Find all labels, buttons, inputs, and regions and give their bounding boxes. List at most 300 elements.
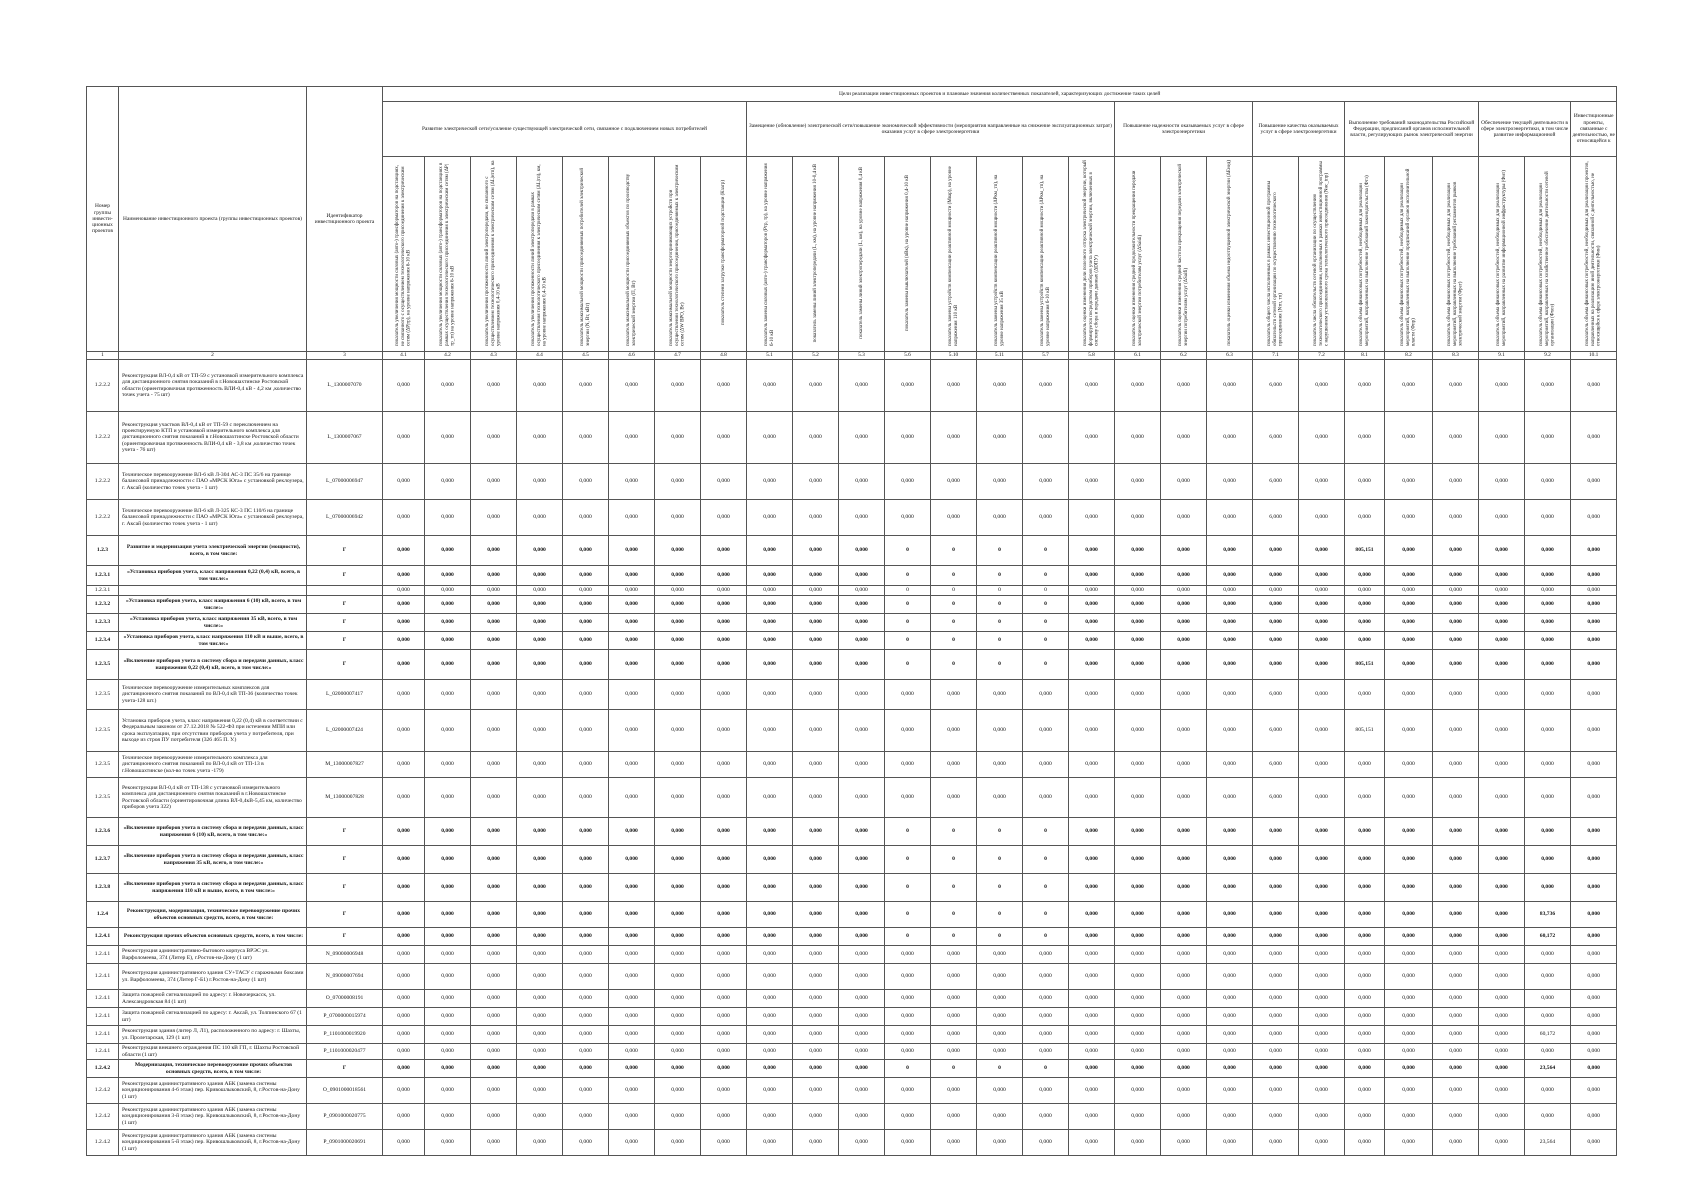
- row-value-cell: 0,000: [425, 650, 471, 680]
- row-value-cell: 0,000: [655, 1026, 701, 1044]
- row-project-name: Реконструкция внешнего ограждения ПС 110 кВ ГП, г. Шахты Ростовской области (1 шт): [119, 1044, 307, 1060]
- table-row: [87, 1078, 1617, 1104]
- row-value-cell: 0,000: [1299, 500, 1345, 536]
- row-value-cell: 6,000: [1253, 412, 1299, 464]
- row-value-cell: 0,000: [517, 752, 563, 778]
- row-value-cell: 0,000: [1115, 464, 1161, 500]
- row-value-cell: 0,000: [931, 1044, 977, 1060]
- row-project-name: Техническое перевооружение ВЛ-6 кВ Л-325 КС-3 ПС 110/6 на границе балансовой принадлежности с ПАО «МРСК Юга» с установкой реклоузера, г. Аксай (количество точек учета - 1 шт): [119, 500, 307, 536]
- row-value-cell: 0,000: [1299, 964, 1345, 990]
- row-value-cell: 0,000: [1385, 566, 1433, 586]
- row-value-cell: 0,000: [1385, 928, 1433, 946]
- table-row: [87, 710, 1617, 752]
- row-value-cell: 0,000: [609, 902, 655, 928]
- row-value-cell: 0,000: [1345, 990, 1385, 1008]
- row-value-cell: 0,000: [1161, 650, 1207, 680]
- row-value-cell: 0,000: [701, 500, 747, 536]
- row-project-id: P_1101000019920: [307, 1026, 383, 1044]
- row-value-cell: 0,000: [1479, 500, 1525, 536]
- row-value-cell: 0,000: [1161, 710, 1207, 752]
- row-value-cell: 0,000: [471, 464, 517, 500]
- row-value-cell: 0,000: [655, 596, 701, 614]
- row-value-cell: 0,000: [1069, 1044, 1115, 1060]
- row-group-number: 1.2.3.1: [87, 566, 119, 586]
- table-row: [87, 412, 1617, 464]
- row-value-cell: 0,000: [747, 964, 793, 990]
- row-project-name: «Включение приборов учета в систему сбора и передачи данных, класс напряжения 110 кВ и выше, всего, в том числе:»: [119, 874, 307, 902]
- header-goal-group: Замещение (обновление) электрической сети/повышение экономической эффективности (мероприятия направленные на снижение эксплуатационных затрат) оказания услуг в сфере электроэнергетики: [747, 102, 1115, 157]
- row-value-cell: 0,000: [1571, 818, 1617, 846]
- row-value-cell: 0,000: [471, 874, 517, 902]
- row-project-name: Реконструкция прочих объектов основных средств, всего, в том числе:: [119, 928, 307, 946]
- row-value-cell: 0,000: [747, 946, 793, 964]
- header-indicator-text: показатель максимальной мощности присоединяемых объектов по производству электрической энергии (П, Вт): [625, 173, 637, 346]
- row-value-cell: 0,000: [1069, 946, 1115, 964]
- row-value-cell: 0,000: [517, 500, 563, 536]
- header-indicator-text: показатель объема финансовых потребностей, необходимых для реализации проектов, направленных на реализацию иной деятельности, связанной с деятельностью, не относящейся к сфере электроэнергетики (Фин): [1584, 161, 1602, 346]
- row-project-id: Г: [307, 650, 383, 680]
- row-value-cell: 0,000: [1069, 1008, 1115, 1026]
- row-value-cell: 0,000: [1479, 536, 1525, 566]
- row-value-cell: 0,000: [1385, 710, 1433, 752]
- row-value-cell: 0,000: [1299, 1060, 1345, 1078]
- row-project-name: Техническое перевооружение измерительного комплекса для дистанционного снятия показаний по ВЛ-0,4 кВ от ТП-13 в г.Новошахтинске (кол-во точек учета -179): [119, 752, 307, 778]
- row-value-cell: 0,000: [655, 360, 701, 412]
- row-value-cell: 0: [1023, 536, 1069, 566]
- row-value-cell: 0,000: [701, 1078, 747, 1104]
- row-value-cell: 0,000: [701, 710, 747, 752]
- row-project-name: Техническое перевооружение измерительных комплексов для дистанционного снятия показаний по ВЛ-0,4 кВ ТП-36 (количество точек учета-128 шт.): [119, 680, 307, 710]
- row-value-cell: 0,000: [1345, 586, 1385, 596]
- row-value-cell: 0,000: [793, 596, 839, 614]
- row-value-cell: 0,000: [1207, 586, 1253, 596]
- row-value-cell: 0,000: [747, 360, 793, 412]
- row-value-cell: 0,000: [839, 1026, 885, 1044]
- row-value-cell: 0,000: [1571, 710, 1617, 752]
- row-value-cell: 0,000: [1433, 710, 1479, 752]
- row-value-cell: 0,000: [383, 874, 425, 902]
- row-value-cell: 0,000: [1161, 1104, 1207, 1130]
- row-value-cell: 0,000: [1571, 1044, 1617, 1060]
- row-value-cell: 0,000: [1525, 846, 1571, 874]
- row-value-cell: 0,000: [563, 632, 609, 650]
- row-value-cell: 0,000: [1115, 650, 1161, 680]
- row-value-cell: 0,000: [1299, 680, 1345, 710]
- row-value-cell: 0,000: [471, 946, 517, 964]
- row-value-cell: 0,000: [609, 650, 655, 680]
- row-value-cell: 0: [977, 536, 1023, 566]
- row-project-name: Защита пожарной сигнализацией по адресу: г. Новочеркасск, ул. Александровская 84 (1 шт): [119, 990, 307, 1008]
- row-value-cell: 0,000: [383, 778, 425, 818]
- row-value-cell: 0,000: [517, 928, 563, 946]
- row-value-cell: 0,000: [1571, 990, 1617, 1008]
- row-value-cell: 0,000: [383, 536, 425, 566]
- row-value-cell: 0,000: [563, 1130, 609, 1156]
- row-value-cell: 0,000: [655, 1078, 701, 1104]
- row-value-cell: 0,000: [471, 1008, 517, 1026]
- row-project-name: Развитие и модернизация учета электрической энергии (мощности), всего, в том числе:: [119, 536, 307, 566]
- row-value-cell: 0,000: [1023, 1044, 1069, 1060]
- header-column-number: 7.2: [1299, 352, 1345, 360]
- row-project-name: Установка приборов учета, класс напряжения 0,22 (0,4) кВ в соответствии с Федеральным законом от 27.12.2018 № 522-ФЗ при истечении МПИ или срока эксплуатации, при отсутствии приборов учета у потребителя, при выходе из строя ПУ потребителя (326 465 П. У.): [119, 710, 307, 752]
- row-value-cell: 0,000: [1207, 1060, 1253, 1078]
- row-value-cell: 0,000: [1161, 596, 1207, 614]
- row-value-cell: 0,000: [1115, 902, 1161, 928]
- row-value-cell: 0,000: [517, 412, 563, 464]
- row-value-cell: 0,000: [1525, 614, 1571, 632]
- row-value-cell: 0,000: [793, 566, 839, 586]
- row-group-number: 1.2.3.3: [87, 614, 119, 632]
- row-value-cell: 0: [931, 818, 977, 846]
- row-value-cell: 0,000: [1525, 586, 1571, 596]
- row-value-cell: 0: [977, 566, 1023, 586]
- row-value-cell: 0,000: [793, 1026, 839, 1044]
- row-value-cell: 0,000: [747, 752, 793, 778]
- row-value-cell: 0: [1023, 928, 1069, 946]
- row-value-cell: 0,000: [1479, 614, 1525, 632]
- header-indicator: [1253, 157, 1299, 352]
- row-value-cell: 0,000: [1207, 1026, 1253, 1044]
- row-project-id: M_13000007827: [307, 752, 383, 778]
- row-value-cell: 0,000: [1207, 360, 1253, 412]
- row-value-cell: 0,000: [1069, 500, 1115, 536]
- header-indicator: [1433, 157, 1479, 352]
- row-value-cell: 0,000: [609, 632, 655, 650]
- row-value-cell: 0,000: [839, 412, 885, 464]
- row-value-cell: 0,000: [701, 846, 747, 874]
- row-value-cell: 0,000: [655, 464, 701, 500]
- row-value-cell: 0,000: [1207, 1130, 1253, 1156]
- row-project-id: Г: [307, 614, 383, 632]
- row-project-id: P_0901000020775: [307, 1104, 383, 1130]
- header-column-number: 6.2: [1161, 352, 1207, 360]
- row-value-cell: 0,000: [701, 928, 747, 946]
- row-value-cell: 0,000: [977, 1078, 1023, 1104]
- row-value-cell: 0,000: [471, 596, 517, 614]
- row-value-cell: 0,000: [1161, 964, 1207, 990]
- row-value-cell: 0,000: [793, 500, 839, 536]
- row-value-cell: 0,000: [1525, 650, 1571, 680]
- row-value-cell: 0,000: [839, 464, 885, 500]
- row-value-cell: 0,000: [383, 566, 425, 586]
- row-value-cell: 0,000: [383, 680, 425, 710]
- row-value-cell: 0,000: [425, 566, 471, 586]
- row-value-cell: 0,000: [517, 902, 563, 928]
- row-project-name: «Установка приборов учета, класс напряжения 110 кВ и выше, всего, в том числе:»: [119, 632, 307, 650]
- header-indicator-text: показатель оценки изменения доли полезного отпуска электрической энергии, который формируется посредством приборов учета электрической энергии, включенных в систему сбора и передачи данных (ΔDПУ): [1082, 160, 1100, 346]
- row-value-cell: 0: [1023, 596, 1069, 614]
- header-column-number: 5.6: [885, 352, 931, 360]
- header-column-number: 8.3: [1433, 352, 1479, 360]
- row-value-cell: 0,000: [1433, 752, 1479, 778]
- row-value-cell: 0,000: [1525, 818, 1571, 846]
- row-value-cell: 0,000: [1571, 632, 1617, 650]
- row-value-cell: 0: [885, 536, 931, 566]
- row-value-cell: 0,000: [1161, 946, 1207, 964]
- row-project-id: Г: [307, 1060, 383, 1078]
- row-value-cell: 0,000: [1433, 500, 1479, 536]
- row-value-cell: 0,000: [609, 360, 655, 412]
- header-indicator: [1479, 157, 1525, 352]
- row-value-cell: 0,000: [1253, 650, 1299, 680]
- row-value-cell: 0,000: [1345, 464, 1385, 500]
- row-value-cell: 0,000: [1023, 464, 1069, 500]
- row-value-cell: 0,000: [383, 1078, 425, 1104]
- header-column-number: 5.8: [1069, 352, 1115, 360]
- row-value-cell: 0,000: [471, 614, 517, 632]
- row-value-cell: 0,000: [383, 902, 425, 928]
- row-value-cell: 0,000: [609, 464, 655, 500]
- row-value-cell: 0,000: [1479, 412, 1525, 464]
- row-value-cell: 0,000: [1023, 964, 1069, 990]
- row-value-cell: 0,000: [609, 1104, 655, 1130]
- row-value-cell: 0,000: [1571, 586, 1617, 596]
- row-value-cell: 0,000: [1433, 964, 1479, 990]
- row-value-cell: 0,000: [1023, 1078, 1069, 1104]
- row-value-cell: 0,000: [747, 710, 793, 752]
- header-column-number: 4.8: [701, 352, 747, 360]
- row-value-cell: 0: [885, 596, 931, 614]
- row-value-cell: 0,000: [1207, 1008, 1253, 1026]
- row-value-cell: 0,000: [885, 1078, 931, 1104]
- row-value-cell: 0,000: [655, 902, 701, 928]
- row-value-cell: 0,000: [517, 650, 563, 680]
- row-value-cell: 0,000: [1479, 946, 1525, 964]
- header-column-number: 4.2: [425, 352, 471, 360]
- row-value-cell: 0,000: [655, 632, 701, 650]
- row-value-cell: 0: [1023, 1060, 1069, 1078]
- row-project-id: Г: [307, 566, 383, 586]
- header-indicator: [1299, 157, 1345, 352]
- row-value-cell: 0,000: [471, 902, 517, 928]
- row-value-cell: 0,000: [517, 536, 563, 566]
- row-value-cell: 0,000: [977, 778, 1023, 818]
- row-value-cell: 0,000: [425, 874, 471, 902]
- table-row: [87, 778, 1617, 818]
- row-value-cell: 0,000: [655, 614, 701, 632]
- row-value-cell: 0,000: [609, 1008, 655, 1026]
- row-value-cell: 0,000: [563, 1026, 609, 1044]
- row-value-cell: 0,000: [383, 1104, 425, 1130]
- row-value-cell: 0,000: [1385, 752, 1433, 778]
- row-value-cell: 0,000: [655, 874, 701, 902]
- row-value-cell: 0: [885, 650, 931, 680]
- header-indicator-text: показатель максимальной мощности присоединяемых потребителей электрической энергии (N, Вт, кВт): [579, 167, 591, 346]
- row-value-cell: 0,000: [1345, 946, 1385, 964]
- row-value-cell: 0,000: [885, 710, 931, 752]
- row-value-cell: 0,000: [1479, 990, 1525, 1008]
- row-value-cell: 0,000: [747, 990, 793, 1008]
- row-value-cell: 0,000: [885, 990, 931, 1008]
- row-value-cell: 0,000: [1161, 846, 1207, 874]
- row-value-cell: 0,000: [1385, 964, 1433, 990]
- header-indicator-text: показатель увеличения протяженности линий электропередачи, не связанного с осуществлением технологического присоединения к электрическим сетям (ΔL|нтп), на уровне напряжения 0,4-10 кВ: [484, 160, 502, 346]
- row-value-cell: 0,000: [1207, 818, 1253, 846]
- row-value-cell: 0,000: [1299, 990, 1345, 1008]
- row-value-cell: 0,000: [1161, 586, 1207, 596]
- row-value-cell: 0,000: [1433, 902, 1479, 928]
- row-value-cell: 0,000: [1207, 500, 1253, 536]
- row-value-cell: 0,000: [1253, 596, 1299, 614]
- row-value-cell: 6,000: [1253, 778, 1299, 818]
- row-value-cell: 0,000: [747, 596, 793, 614]
- row-value-cell: 0,000: [1385, 846, 1433, 874]
- header-indicator: [885, 157, 931, 352]
- row-value-cell: 0: [931, 566, 977, 586]
- row-value-cell: 0,000: [1385, 1026, 1433, 1044]
- header-indicator-text: показатель числа обязательств сетевой организации по осуществлению технологического присоединения, исполненных в рамках инвестиционной программы с нарушением установленного срока технологического присоединения (Nнс_tпр): [1312, 161, 1330, 346]
- row-value-cell: 0,000: [471, 818, 517, 846]
- row-value-cell: 0,000: [1525, 500, 1571, 536]
- row-value-cell: 0,000: [383, 946, 425, 964]
- header-indicator: [931, 157, 977, 352]
- row-value-cell: 0,000: [1253, 1026, 1299, 1044]
- row-value-cell: 0,000: [701, 680, 747, 710]
- row-project-name: Реконструкция ВЛ-0,4 кВ от ТП-138 с установкой измерительного комплекса для дистанционного снятия показаний в г.Новошахтинске Ростовской области (ориентировочная длина ВЛ-0,4кВ-5,45 км, количество приборов учета 322): [119, 778, 307, 818]
- row-project-name: Реконструкция административного здания АБК (замена системы кондиционирования 4-6 этаж) пер. Кривошлыковский, 8, г.Ростов-на-Дону (1 шт): [119, 1078, 307, 1104]
- row-value-cell: 0,000: [701, 614, 747, 632]
- row-value-cell: 0,000: [1207, 710, 1253, 752]
- row-value-cell: 0,000: [1479, 1130, 1525, 1156]
- row-value-cell: 0,000: [425, 1044, 471, 1060]
- row-value-cell: 0: [1023, 650, 1069, 680]
- row-value-cell: 0,000: [563, 500, 609, 536]
- row-group-number: 1.2.4.1: [87, 946, 119, 964]
- row-project-name: Реконструкция здания (литер Л, Л1), расположенного по адресу: г. Шахты, ул. Пролетарская, 129 (1 шт): [119, 1026, 307, 1044]
- row-value-cell: 0,000: [471, 360, 517, 412]
- row-value-cell: 0: [1023, 586, 1069, 596]
- row-value-cell: 0,000: [517, 990, 563, 1008]
- row-value-cell: 0,000: [471, 752, 517, 778]
- row-value-cell: 0: [885, 1060, 931, 1078]
- row-value-cell: 0,000: [517, 360, 563, 412]
- row-value-cell: 0,000: [1069, 650, 1115, 680]
- row-project-id: P_0700000015974: [307, 1008, 383, 1026]
- row-value-cell: 0,000: [1253, 1044, 1299, 1060]
- row-value-cell: 0,000: [793, 1008, 839, 1026]
- row-value-cell: 0,000: [1069, 360, 1115, 412]
- header-goal-group: Выполнение требований законодательства Российской Федерации, предписаний органов исполнительной власти, регулирующих рынок электрической энергии: [1345, 102, 1479, 157]
- row-value-cell: 0,000: [1299, 1008, 1345, 1026]
- row-value-cell: 0,000: [1525, 566, 1571, 586]
- row-project-id: Г: [307, 874, 383, 902]
- header-column-number: 5.3: [839, 352, 885, 360]
- row-value-cell: 0,000: [1023, 360, 1069, 412]
- row-value-cell: 0,000: [885, 946, 931, 964]
- row-value-cell: 0,000: [1385, 596, 1433, 614]
- row-value-cell: 0,000: [1345, 818, 1385, 846]
- row-group-number: 1.2.4.1: [87, 1026, 119, 1044]
- row-group-number: 1.2.2.2: [87, 412, 119, 464]
- row-value-cell: 0,000: [1299, 946, 1345, 964]
- header-column-number: 7.1: [1253, 352, 1299, 360]
- header-column-number: 9.1: [1479, 352, 1525, 360]
- row-value-cell: 0,000: [1069, 680, 1115, 710]
- row-value-cell: 0,000: [563, 360, 609, 412]
- row-value-cell: 0,000: [1069, 752, 1115, 778]
- row-value-cell: 0,000: [1385, 614, 1433, 632]
- row-value-cell: 0,000: [563, 946, 609, 964]
- header-indicator: [609, 157, 655, 352]
- row-value-cell: 0,000: [839, 1104, 885, 1130]
- row-group-number: 1.2.4.1: [87, 1008, 119, 1026]
- row-value-cell: 0,000: [1069, 990, 1115, 1008]
- row-value-cell: 0,000: [1571, 680, 1617, 710]
- row-value-cell: 0,000: [517, 778, 563, 818]
- row-value-cell: 0,000: [977, 946, 1023, 964]
- row-value-cell: 0,000: [1385, 1130, 1433, 1156]
- row-value-cell: 0: [885, 846, 931, 874]
- row-value-cell: 0,000: [563, 778, 609, 818]
- row-value-cell: 0,000: [747, 1078, 793, 1104]
- row-value-cell: 0,000: [425, 710, 471, 752]
- row-value-cell: 0,000: [839, 902, 885, 928]
- row-value-cell: 0,000: [1253, 928, 1299, 946]
- row-value-cell: 0,000: [1299, 846, 1345, 874]
- row-value-cell: 0,000: [609, 1078, 655, 1104]
- row-value-cell: 0,000: [793, 650, 839, 680]
- row-value-cell: 0,000: [563, 710, 609, 752]
- row-value-cell: 0,000: [471, 990, 517, 1008]
- row-value-cell: 0,000: [655, 536, 701, 566]
- row-project-id: [307, 586, 383, 596]
- row-value-cell: 0,000: [1433, 1008, 1479, 1026]
- header-indicator-text: показатель объема финансовых потребностей, необходимых для реализации мероприятий, направленных на выполнение требований регламентов рынков электрической энергии (Фрег): [1446, 181, 1464, 346]
- row-value-cell: 0,000: [931, 1078, 977, 1104]
- row-value-cell: 0,000: [1115, 500, 1161, 536]
- row-value-cell: 0,000: [1525, 710, 1571, 752]
- row-value-cell: 0,000: [1525, 946, 1571, 964]
- row-value-cell: 0,000: [1385, 990, 1433, 1008]
- row-value-cell: 0,000: [839, 778, 885, 818]
- row-value-cell: 0,000: [1525, 752, 1571, 778]
- row-value-cell: 0,000: [1161, 632, 1207, 650]
- row-value-cell: 0,000: [931, 946, 977, 964]
- row-value-cell: 0: [931, 586, 977, 596]
- row-value-cell: 0,000: [471, 1104, 517, 1130]
- header-project-id: Идентификатор инвестиционного проекта: [307, 87, 383, 352]
- header-indicator: [839, 157, 885, 352]
- row-value-cell: 0,000: [517, 586, 563, 596]
- header-indicator-text: показатель оценки изменения средней частоты прекращения передачи электрической энергии потребителям услуг (ΔSaifi): [1177, 163, 1189, 346]
- header-column-number: 4.4: [517, 352, 563, 360]
- row-value-cell: 0,000: [1115, 1104, 1161, 1130]
- row-value-cell: 0,000: [563, 990, 609, 1008]
- row-value-cell: 0: [1023, 818, 1069, 846]
- row-value-cell: 0,000: [1161, 818, 1207, 846]
- row-project-name: [119, 586, 307, 596]
- row-value-cell: 0,000: [655, 1104, 701, 1130]
- header-indicator-text: показатель объема финансовых потребностей, необходимых для реализации мероприятий, направленных на развитие информационной инфраструктуры (Фит): [1495, 169, 1507, 346]
- row-value-cell: 0,000: [655, 946, 701, 964]
- row-value-cell: 0,000: [747, 412, 793, 464]
- row-value-cell: 0,000: [383, 1044, 425, 1060]
- row-value-cell: 0,000: [1479, 596, 1525, 614]
- header-group-number: Номер группы инвести-ционных проектов: [87, 87, 119, 352]
- row-value-cell: 0,000: [563, 412, 609, 464]
- row-value-cell: 0,000: [839, 1008, 885, 1026]
- row-value-cell: 0,000: [1069, 536, 1115, 566]
- row-value-cell: 0,000: [747, 902, 793, 928]
- row-value-cell: 0,000: [655, 846, 701, 874]
- row-value-cell: 0,000: [977, 500, 1023, 536]
- row-value-cell: 0,000: [1385, 632, 1433, 650]
- row-value-cell: 0,000: [1525, 1008, 1571, 1026]
- row-value-cell: 0: [977, 1060, 1023, 1078]
- row-value-cell: 0,000: [425, 778, 471, 818]
- row-value-cell: 0,000: [1069, 566, 1115, 586]
- row-value-cell: 0,000: [1207, 964, 1253, 990]
